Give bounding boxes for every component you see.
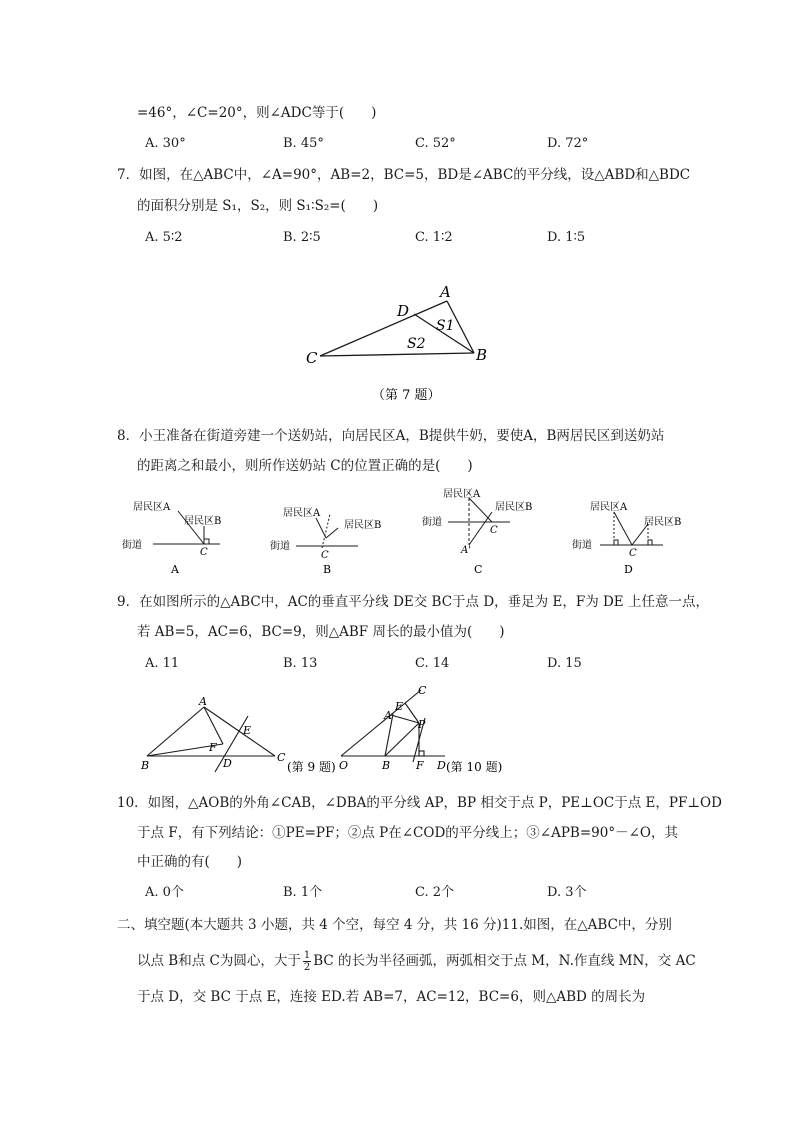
q7-label-a: A [440,283,451,301]
q9-option-d: D. 15 [547,656,582,671]
q8b-street: 街道 [270,541,290,552]
q8-line1: 8．小王准备在街道旁建一个送奶站，向居民区A，B提供牛奶，要使A，B两居民区到送奶站 [117,428,665,444]
q6-option-c: C. 52° [415,136,456,151]
q8a-option-label: A [171,563,179,576]
q9-option-c: C. 14 [415,656,450,671]
q10-label-e: E [395,700,404,713]
q10-label-c: C [418,684,427,697]
q8-figure-a [118,492,228,580]
q7-caption: （第 7 题） [372,388,441,403]
q7-line1: 7．如图，在△ABC中，∠A=90°，AB=2，BC=5，BD是∠ABC的平分线，设△ABD和△BDC [117,167,691,183]
q8c-option-label: C [474,563,483,576]
q10-figure [335,678,525,788]
q8b-label-b: 居民区B [344,520,382,531]
fraction-numerator: 1 [303,950,311,961]
q8-figure-d [568,492,693,580]
q9-label-e: E [243,724,252,737]
section2-line2 [137,950,696,973]
q10-label-o: O [339,759,349,772]
fraction-one-half [303,950,311,973]
q10-label-b: B [382,759,391,772]
q7-option-c: C. 1∶2 [415,230,453,245]
q10-line2: 于点 F，有下列结论：①PE=PF；②点 P在∠COD的平分线上；③∠APB=90°－∠O，其 [137,825,678,841]
q6-option-d: D. 72° [547,136,589,151]
q9-label-d: D [223,757,232,770]
q10-label-f: F [416,759,424,772]
q10-option-a: A. 0个 [145,885,184,900]
q8b-option-label: B [323,563,332,576]
q8d-label-a: 居民区A [590,502,628,513]
q8c-street: 街道 [422,517,442,528]
q8b-point-c: C [321,550,329,561]
q8d-label-b: 居民区B [644,517,682,528]
q8a-street: 街道 [122,540,142,551]
fraction-denominator: 2 [303,962,311,973]
q8a-label-a: 居民区A [133,502,171,513]
q9-line1: 9．在如图所示的△ABC中，AC的垂直平分线 DE交 BC于点 D，垂足为 E，F为 DE 上任意一点， [117,594,709,610]
q8c-label-b: 居民区B [495,502,533,513]
q8d-street: 街道 [572,540,592,551]
q9-label-b: B [141,759,150,772]
section2-heading-line: 二、填空题(本大题共 3 小题，共 4 个空，每空 4 分，共 16 分)11.如图，在△ABC中，分别 [117,917,672,933]
q8-line2: 的距离之和最小，则所作送奶站 C的位置正确的是( ) [137,458,473,474]
q10-line1: 10．如图，△AOB的外角∠CAB，∠DBA的平分线 AP，BP 相交于点 P，PE⊥OC于点 E，PF⊥OD [117,795,722,811]
q7-label-s1: S1 [436,318,455,334]
q9-label-a: A [199,695,207,708]
q9-option-b: B. 13 [283,656,318,671]
q7-label-s2: S2 [407,336,426,352]
q8d-point-c: C [629,548,637,559]
q7-label-d: D [397,302,410,320]
q6-option-b: B. 45° [283,136,324,151]
q9-figure [135,690,345,785]
q9-label-c: C [277,751,286,764]
q7-option-a: A. 5∶2 [145,230,183,245]
q8-figure-b [268,492,393,580]
q8b-label-a: 居民区A [283,508,321,519]
q10-option-b: B. 1个 [283,885,323,900]
q7-label-c: C [306,349,318,367]
q8d-option-label: D [624,563,633,576]
q8c-point-c: C [490,525,498,536]
q7-line2: 的面积分别是 S₁，S₂，则 S₁∶S₂=( ) [137,198,379,214]
section2-line3: 于点 D，交 BC 于点 E，连接 ED.若 AB=7，AC=12，BC=6，则△ABD 的周长为 [137,989,646,1005]
q7-figure [300,280,500,410]
q6-tail: =46°，∠C=20°，则∠ADC等于( ) [137,105,377,121]
q9-label-f: F [209,741,217,754]
q8c-label-a: 居民区A [443,489,481,500]
q7-option-b: B. 2∶5 [283,230,321,245]
section2-line2-end: BC 的长为半径画弧，两弧相交于点 M，N.作直线 MN，交 AC [313,953,696,969]
q9-line2: 若 AB=5，AC=6，BC=9，则△ABF 周长的最小值为( ) [137,624,505,640]
q7-label-b: B [476,346,488,364]
q6-option-a: A. 30° [145,136,186,151]
q8-figure-c [418,485,543,580]
q10-line3: 中正确的有( ) [137,854,243,870]
section2-line2-start: 以点 B和点 C为圆心，大于 [137,953,301,969]
q9-option-a: A. 11 [145,656,180,671]
q10-label-p: P [418,718,426,731]
q10-caption: (第 10 题) [446,760,503,774]
q7-option-d: D. 1∶5 [547,230,586,245]
q8a-label-b: 居民区B [184,516,222,527]
q8c-reflect-label: A' [461,545,471,556]
q10-label-a: A [384,709,392,722]
q8a-point-c: C [200,547,208,558]
q10-option-c: C. 2个 [415,885,455,900]
q10-label-d: D [437,759,446,772]
q9-caption: (第 9 题) [287,760,336,774]
q10-option-d: D. 3个 [547,885,587,900]
